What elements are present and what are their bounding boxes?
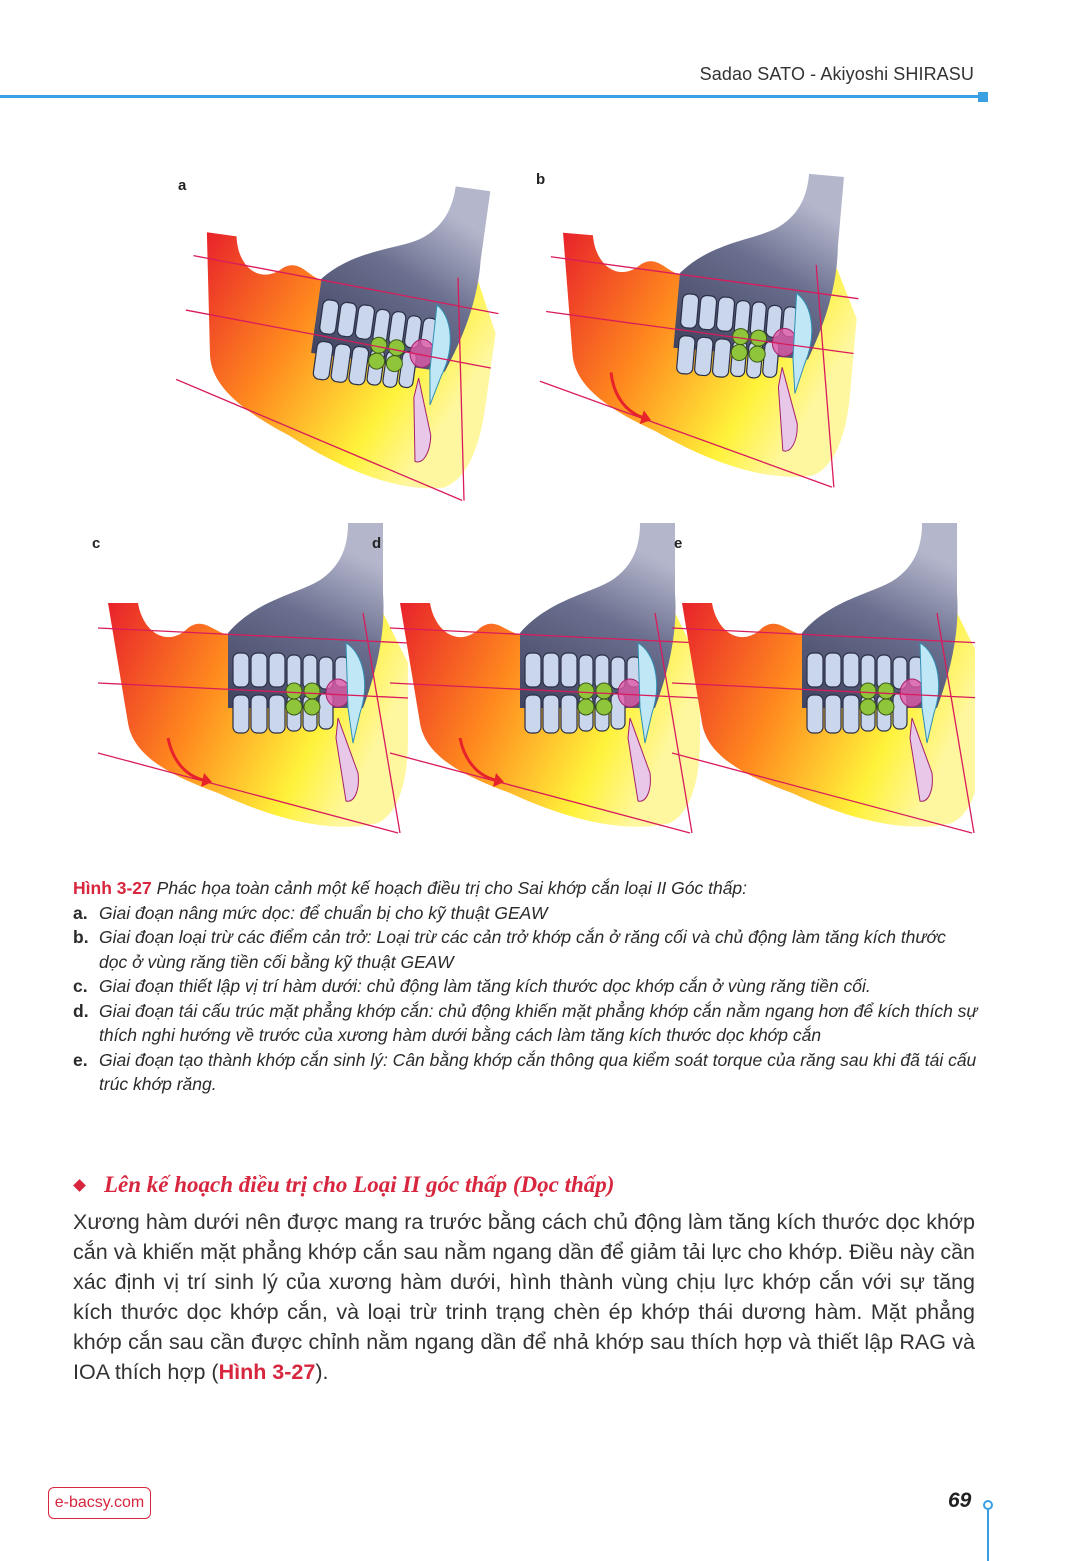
panel-d [372, 523, 700, 833]
caption-item-letter: a. [73, 902, 88, 923]
figure-svg [70, 128, 975, 856]
caption-item-letter: e. [73, 1049, 88, 1070]
header-rule [0, 95, 980, 98]
caption-item-b [73, 925, 978, 974]
caption-item-d [73, 999, 978, 1048]
panel-letter-b: b [536, 171, 546, 188]
caption-list [73, 901, 978, 1097]
panel-b [533, 152, 869, 488]
panel-c [92, 523, 408, 833]
section-title [75, 1172, 614, 1198]
header-authors: Sadao SATO - Akiyoshi SHIRASU [699, 64, 974, 84]
section-title-text: Lên kế hoạch điều trị cho Loại II góc thấp (Dọc thấp) [104, 1172, 615, 1197]
footer-rule [987, 1509, 989, 1561]
panel-letter-c: c [92, 535, 101, 552]
panel-e [672, 523, 975, 833]
page-number: 69 [948, 1489, 972, 1512]
caption-item-text: Giai đoạn nâng mức dọc: để chuẩn bị cho kỹ thuật GEAW [99, 902, 548, 923]
caption-item-text: Giai đoạn tái cấu trúc mặt phẳng khớp cắn: chủ động khiến mặt phẳng khớp cắn nằm ngang hơn để kích thích sự thích nghi hướng về trước của xương hàm dưới bằng cách làm tăng kích thước dọc khớp cắn [99, 1000, 978, 1045]
panel-a [165, 152, 515, 502]
body-text: Xương hàm dưới nên được mang ra trước bằng cách chủ động làm tăng kích thước dọc khớp cắn và khiến mặt phẳng khớp cắn sau nằm ngang dần để giảm tải lực cho khớp. Điều này cần xác định vị trí sinh lý của xương hàm dưới, hình thành vùng chịu lực khớp cắn với sự tăng kích thước dọc khớp cắn, và loại trừ trinh trạng chèn ép khớp thái dương hàm. Mặt phẳng khớp cắn sau cần được chỉnh nằm ngang dần để nhả khớp sau thích hợp và thiết lập RAG và IOA thích hợp ( [73, 1210, 975, 1384]
caption-item-letter: c. [73, 976, 88, 996]
body-figure-link[interactable]: Hình 3-27 [218, 1360, 316, 1384]
caption-heading [73, 876, 978, 901]
caption-title: Phác họa toàn cảnh một kế hoạch điều trị cho Sai khớp cắn loại II Góc thấp: [151, 878, 748, 898]
caption-item-a [73, 901, 978, 926]
figure-3-27 [70, 128, 975, 856]
caption-item-text: Giai đoạn loại trừ các điểm cản trở: Loại trừ các cản trở khớp cắn ở răng cối và chủ động làm tăng kích thước dọc ở vùng răng tiền cối bằng kỹ thuật GEAW [99, 927, 946, 972]
diamond-bullet-icon [73, 1179, 86, 1192]
caption-item-letter: b. [73, 927, 89, 947]
caption-item-text: Giai đoạn thiết lập vị trí hàm dưới: chủ động làm tăng kích thước dọc khớp cắn ở vùng răng tiền cối. [99, 976, 871, 996]
panel-letter-a: a [178, 177, 187, 194]
footer-site-link[interactable]: e-bacsy.com [48, 1487, 151, 1519]
body-paragraph [73, 1207, 975, 1387]
caption-item-e [73, 1048, 978, 1097]
panel-letter-e: e [674, 535, 683, 552]
panel-letter-d: d [372, 535, 382, 552]
figure-caption [73, 876, 978, 1097]
caption-ref: Hình 3-27 [73, 878, 152, 898]
header-square [978, 92, 988, 102]
caption-item-letter: d. [73, 1000, 89, 1021]
caption-item-text: Giai đoạn tạo thành khớp cắn sinh lý: Cân bằng khớp cắn thông qua kiểm soát torque của răng sau khi đã tái cấu trúc khớp răng. [99, 1049, 977, 1094]
caption-item-c [73, 974, 978, 999]
footer-dot-icon [983, 1500, 993, 1510]
body-text-end: ). [315, 1360, 329, 1384]
